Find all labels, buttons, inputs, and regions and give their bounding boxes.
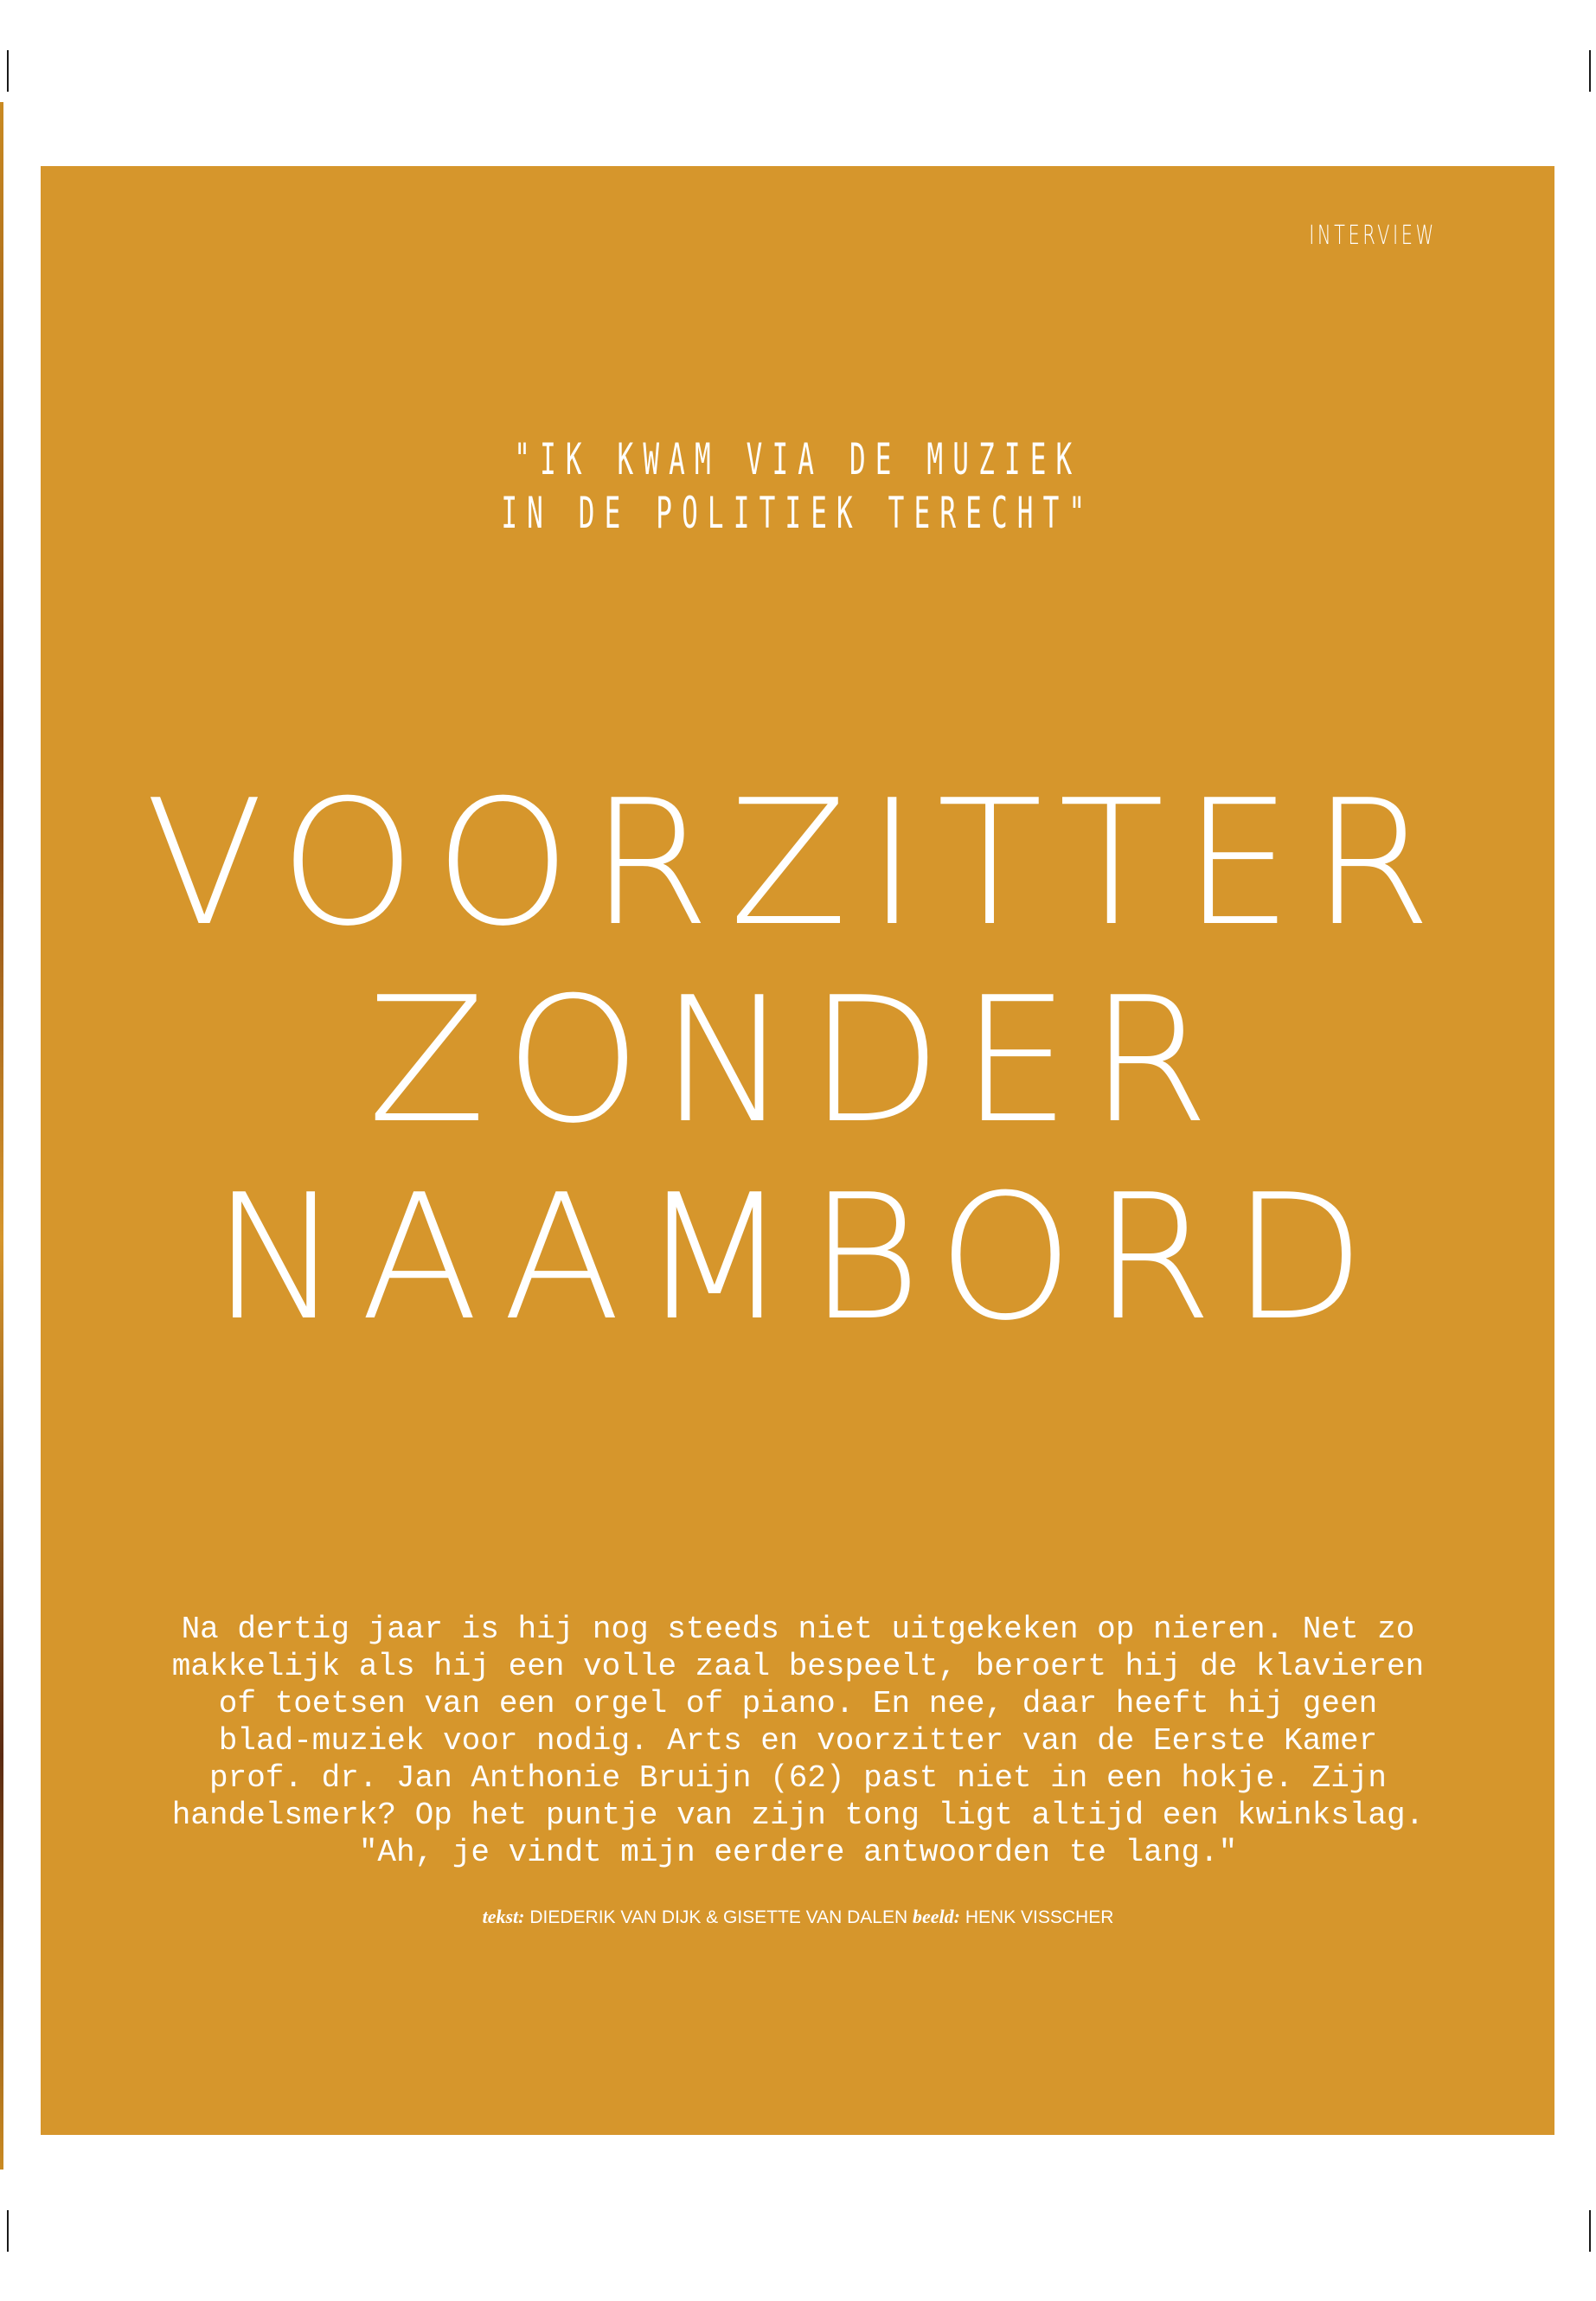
headline	[87, 763, 1509, 1359]
crop-mark-bottom-left	[7, 2210, 9, 2252]
credits-text-label: tekst:	[482, 1906, 525, 1927]
headline-line-2: ZONDER	[367, 960, 1229, 1162]
credits-text-authors: DIEDERIK VAN DIJK & GISETTE VAN DALEN	[529, 1907, 908, 1927]
crop-mark-bottom-right	[1589, 2210, 1591, 2252]
headline-line-3: NAAMBORD	[211, 1157, 1385, 1359]
section-label: INTERVIEW	[1309, 221, 1437, 251]
credits-image-author: HENK VISSCHER	[965, 1907, 1114, 1927]
credits-line	[0, 1906, 1596, 1928]
crop-mark-top-left	[7, 50, 9, 92]
credits-image-label: beeld:	[913, 1906, 960, 1927]
lead-paragraph: Na dertig jaar is hij nog steeds niet uitgekeken op nieren. Net zo makkelijk als hij een volle zaal bespeelt, beroert hij de klavieren of toetsen van een orgel of piano. En nee, daar heeft hij geen blad-muziek voor nodig. Arts en voorzitter van de Eerste Kamer prof. dr. Jan Anthonie Bruijn (62) past niet in een hokje. Zijn handelsmerk? Op het puntje van zijn tong ligt altijd een kwinkslag. "Ah, je vindt mijn eerdere antwoorden te lang."	[171, 1612, 1425, 1870]
crop-mark-top-right	[1589, 50, 1591, 92]
page-edge-strip	[0, 102, 3, 2170]
headline-line-1: VOORZITTER	[144, 763, 1452, 965]
pull-quote-line-2: IN DE POLITIEK TERECHT"	[501, 488, 1095, 538]
pull-quote	[303, 433, 1292, 540]
pull-quote-line-1: "IK KWAM VIA DE MUZIEK	[514, 434, 1082, 484]
